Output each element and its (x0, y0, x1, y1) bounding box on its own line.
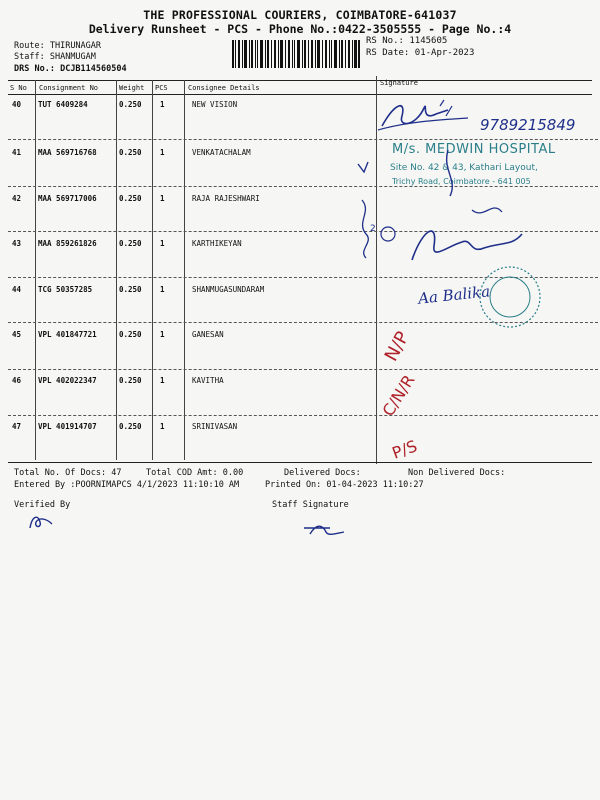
cod-value: 0.00 (222, 468, 244, 478)
stamp-address-2: Trichy Road, Coimbatore - 641 005 (392, 177, 531, 186)
route-line (14, 41, 101, 51)
rs-no-value: 1145605 (409, 36, 448, 46)
col-consignee: Consignee Details (188, 84, 260, 92)
handwritten-phone: 9789215849 (480, 116, 576, 134)
row-consignment: TCG 50357285 (38, 285, 93, 294)
mark-cnr: C/N/R (378, 371, 419, 420)
row-weight: 0.250 (119, 376, 142, 385)
row-consignee: SHANMUGASUNDARAM (192, 285, 265, 294)
row-consignment: VPL 401914707 (38, 422, 97, 431)
rs-date-label: RS Date: (366, 48, 410, 58)
row-pcs: 1 (160, 285, 165, 294)
drs-line (14, 64, 127, 74)
delivered-docs-label: Delivered Docs: (284, 468, 361, 478)
row-sno: 47 (12, 422, 22, 431)
col-sno: S No (10, 84, 27, 92)
row-consignee: SRINIVASAN (192, 422, 238, 431)
cod-label: Total COD Amt: (146, 468, 218, 478)
row-consignee: KARTHIKEYAN (192, 239, 242, 248)
row-sno: 40 (12, 100, 22, 109)
drs-label: DRS No.: (14, 64, 55, 74)
route-label: Route: (14, 41, 45, 51)
stamp-name: M/s. MEDWIN HOSPITAL (392, 142, 556, 157)
row-consignment: VPL 402022347 (38, 376, 97, 385)
row-pcs: 1 (160, 330, 165, 339)
row-consignment: MAA 569716768 (38, 148, 97, 157)
row-weight: 0.250 (119, 285, 142, 294)
row-pcs: 1 (160, 239, 165, 248)
row-pcs: 1 (160, 194, 165, 203)
rs-no-label: RS No.: (366, 36, 404, 46)
total-docs-label: Total No. Of Docs: (14, 468, 107, 478)
total-docs-value: 47 (111, 468, 122, 478)
col-weight: Weight (119, 84, 145, 92)
mark-not-present: N/P (380, 328, 414, 365)
row-weight: 0.250 (119, 194, 142, 203)
row-weight: 0.250 (119, 239, 142, 248)
row-sno: 43 (12, 239, 22, 248)
col-pcs: PCS (155, 84, 168, 92)
staff-label: Staff: (14, 52, 45, 62)
col-signature: Signature (380, 79, 418, 87)
row-pcs: 1 (160, 422, 165, 431)
printed-on: Printed On: 01-04-2023 11:10:27 (265, 480, 424, 490)
row-consignee: VENKATACHALAM (192, 148, 251, 157)
drs-value: DCJB114560504 (60, 64, 127, 74)
staff-value: SHANMUGAM (49, 52, 96, 62)
verifier-signature (26, 512, 56, 532)
mark-ps: P/S (389, 436, 420, 463)
route-value: THIRUNAGAR (49, 41, 102, 51)
row-consignee: KAVITHA (192, 376, 224, 385)
staff-signature (300, 520, 350, 540)
runsheet-subtitle: Delivery Runsheet - PCS - Phone No.:0422-3505555 - Page No.:4 (88, 22, 512, 36)
table-bottom-rule (8, 462, 592, 463)
row-pcs: 1 (160, 376, 165, 385)
row-consignment: VPL 401847721 (38, 330, 97, 339)
entered-by: Entered By :POORNIMAPCS 4/1/2023 11:10:10 AM (14, 480, 240, 490)
table-row (0, 402, 600, 448)
row-weight: 0.250 (119, 100, 142, 109)
row-consignee: NEW VISION (192, 100, 238, 109)
signature-44: Aa Balika (417, 282, 491, 308)
footer-totals (14, 468, 122, 478)
row-pcs: 1 (160, 148, 165, 157)
row-consignment: MAA 859261826 (38, 239, 97, 248)
footer-cod (146, 468, 243, 478)
row-consignment: MAA 569717006 (38, 194, 97, 203)
row-sno: 41 (12, 148, 22, 157)
company-title: THE PROFESSIONAL COURIERS, COIMBATORE-641037 (143, 8, 457, 22)
signature-40 (376, 96, 476, 136)
circled-number: 2 (370, 224, 376, 234)
row-pcs: 1 (160, 100, 165, 109)
row-sno: 46 (12, 376, 22, 385)
row-consignee: RAJA RAJESHWARI (192, 194, 260, 203)
rs-number (366, 36, 447, 46)
row-sno: 42 (12, 194, 22, 203)
row-sno: 44 (12, 285, 22, 294)
stamp-address-1: Site No. 42 & 43, Kathari Layout, (390, 163, 538, 173)
row-consignment: TUT 6409284 (38, 100, 88, 109)
staff-line (14, 52, 96, 62)
row-sno: 45 (12, 330, 22, 339)
rs-date (366, 48, 474, 58)
row-weight: 0.250 (119, 422, 142, 431)
not-delivered-docs-label: Non Delivered Docs: (408, 468, 506, 478)
col-consignment: Consignment No (39, 84, 99, 92)
table-row (0, 356, 600, 402)
staff-signature-label: Staff Signature (272, 500, 349, 510)
barcode-icon (232, 40, 360, 68)
row-weight: 0.250 (119, 330, 142, 339)
verified-by-label: Verified By (14, 500, 71, 510)
row-weight: 0.250 (119, 148, 142, 157)
row-consignee: GANESAN (192, 330, 224, 339)
rs-date-value: 01-Apr-2023 (414, 48, 475, 58)
